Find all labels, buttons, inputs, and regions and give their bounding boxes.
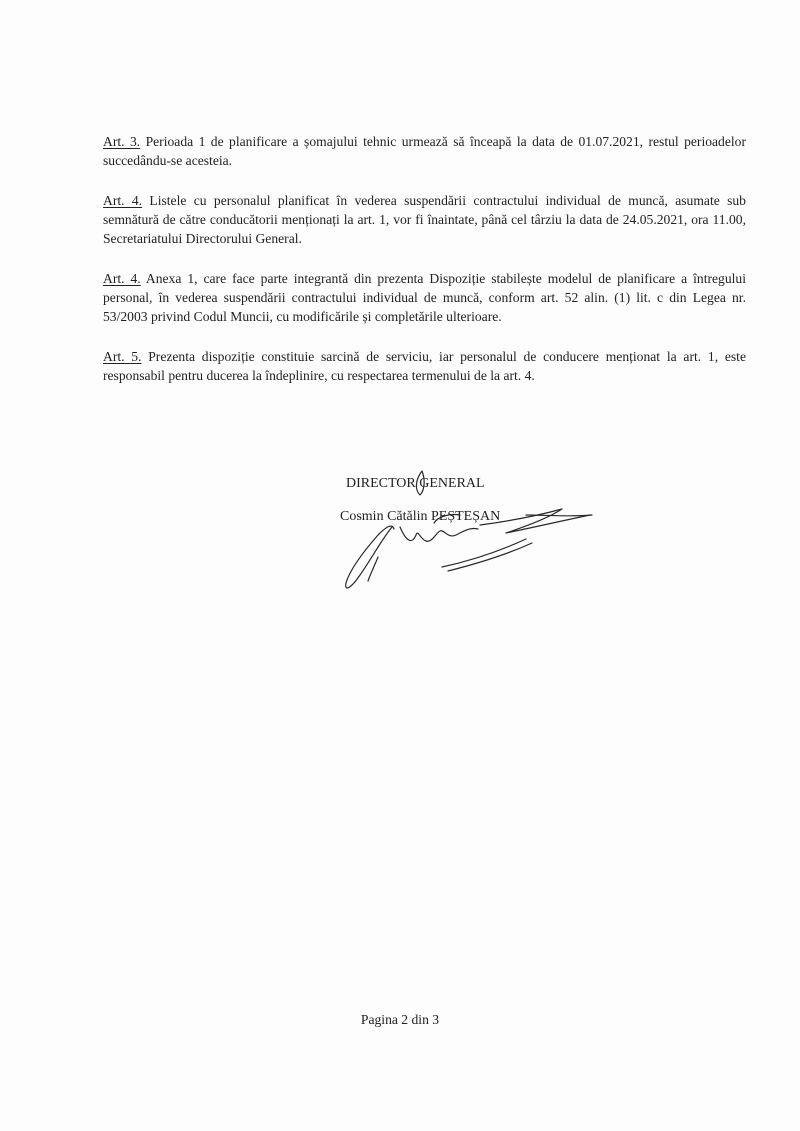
document-body <box>103 132 746 406</box>
article-3 <box>103 132 746 170</box>
page-number: Pagina 2 din 3 <box>360 1012 440 1027</box>
article-4-annex <box>103 269 746 326</box>
signatory-title: DIRECTOR GENERAL <box>346 476 485 491</box>
article-text: Prezenta dispoziție constituie sarcină de serviciu, iar personalul de conducere menționat la art. 1, este responsabil pentru ducerea la îndeplinire, cu respectarea termenului de la art. 4. <box>103 349 746 383</box>
signatory-name: Cosmin Cătălin PEȘTEȘAN <box>340 509 501 524</box>
article-text: Anexa 1, care face parte integrantă din prezenta Dispoziție stabilește modelul de planificare a întregului personal, în vederea suspendării contractului individual de muncă, conform art. 52 alin. (1) lit. c din Legea nr. 53/2003 privind Codul Muncii, cu modificările și completările ulterioare. <box>103 271 746 324</box>
article-label: Art. 5. <box>103 349 142 364</box>
handwritten-signature <box>330 465 630 605</box>
article-text: Listele cu personalul planificat în vederea suspendării contractului individual de muncă, asumate sub semnătură de către conducătorii menționați la art. 1, vor fi înaintate, până cel târziu la data de 24.05.2021, ora 11.00, Secretariatului Directorului General. <box>103 193 746 246</box>
article-4 <box>103 191 746 248</box>
article-5 <box>103 347 746 385</box>
article-label: Art. 4. <box>103 193 143 208</box>
article-label: Art. 3. <box>103 134 141 149</box>
article-label: Art. 4. <box>103 271 141 286</box>
article-text: Perioada 1 de planificare a șomajului tehnic urmează să înceapă la data de 01.07.2021, restul perioadelor succedându-se acesteia. <box>103 134 746 168</box>
signature-block <box>330 465 630 605</box>
